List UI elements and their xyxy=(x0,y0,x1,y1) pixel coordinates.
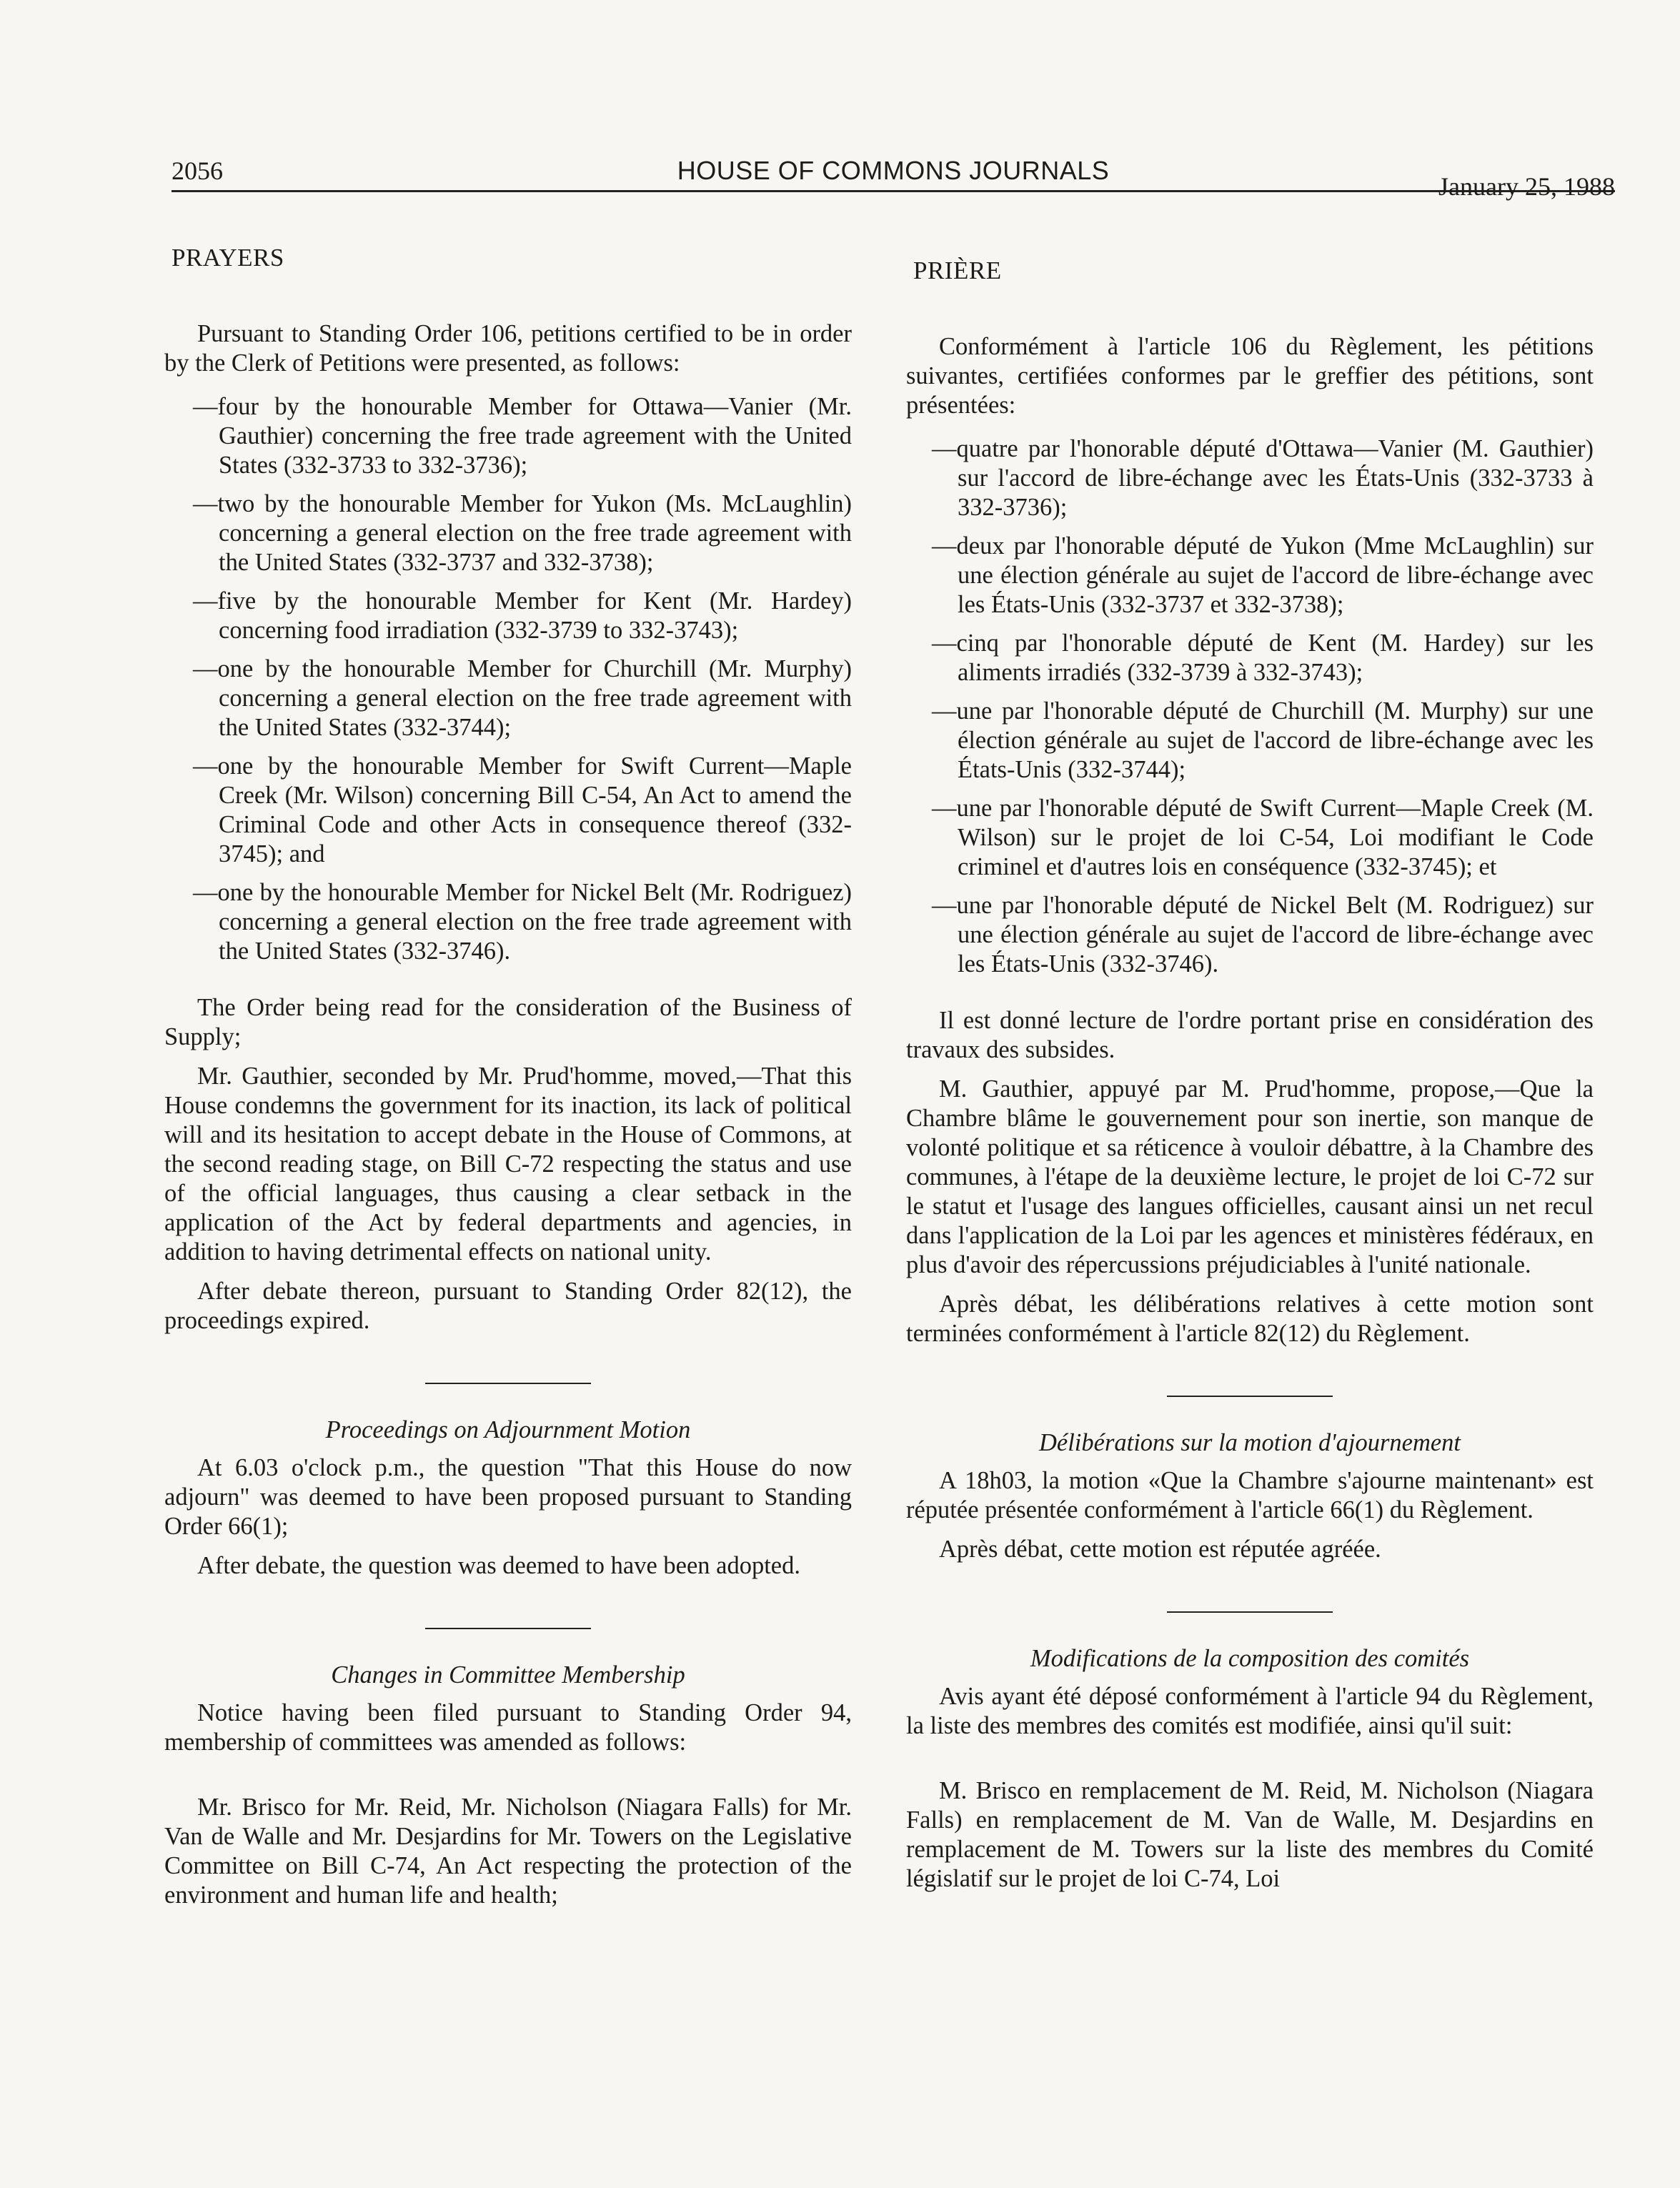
motion-paragraph: M. Gauthier, appuyé par M. Prud'homme, propose,—Que la Chambre blâme le gouvernement pour son inertie, son manque de volonté politique et sa réticence à vouloir débattre, à la Chambre des communes, à l'étape de la deuxième lecture, le projet de loi C-72 sur le statut et l'usage des langues officielles, causant ainsi un net recul dans l'application de la Loi par les agences et ministères fédéraux, en plus d'avoir des répercussions préjudiciables à l'unité nationale. xyxy=(906,1075,1594,1278)
petition-item: —two by the honourable Member for Yukon (Ms. McLaughlin) concerning a general election on the free trade agreement with the United States (332-3737 and 332-3738); xyxy=(193,490,852,576)
journal-date: January 25, 1988 xyxy=(1438,172,1615,201)
petition-list xyxy=(906,434,1594,979)
petition-item: —five by the honourable Member for Kent (Mr. Hardey) concerning food irradiation (332-3739 to 332-3743); xyxy=(193,587,852,644)
section-divider xyxy=(1167,1396,1333,1397)
priere-heading: PRIÈRE xyxy=(913,257,1002,284)
order-read-paragraph: The Order being read for the consideration of the Business of Supply; xyxy=(164,994,852,1050)
section-divider xyxy=(425,1628,591,1629)
petition-item: —one by the honourable Member for Churchill (Mr. Murphy) concerning a general election on the free trade agreement with the United States (332-3744); xyxy=(193,655,852,741)
adjournment-heading: Proceedings on Adjournment Motion xyxy=(325,1416,691,1443)
english-column xyxy=(164,236,852,1920)
petition-list xyxy=(164,392,852,966)
petition-item: —une par l'honorable député de Nickel Belt (M. Rodriguez) sur une élection générale au sujet de l'accord de libre-échange avec les États-Unis (332-3746). xyxy=(932,892,1594,978)
adjournment-result: After debate, the question was deemed to have been adopted. xyxy=(197,1552,800,1579)
adjournment-result: Après débat, cette motion est réputée agréée. xyxy=(939,1536,1381,1563)
petition-item: —deux par l'honorable député de Yukon (Mme McLaughlin) sur une élection générale au sujet de l'accord de libre-échange avec les États-Unis (332-3737 et 332-3738); xyxy=(932,532,1594,618)
adjournment-paragraph: At 6.03 o'clock p.m., the question "That this House do now adjourn" was deemed to have been proposed pursuant to Standing Order 66(1); xyxy=(164,1454,852,1540)
committee-heading: Modifications de la composition des comités xyxy=(1030,1645,1470,1672)
committee-changes: M. Brisco en remplacement de M. Reid, M. Nicholson (Niagara Falls) en remplacement de M. Van de Walle, M. Desjardins en remplacement de M. Towers sur la liste des membres du Comité législatif sur le projet de loi C-74, Loi xyxy=(906,1777,1594,1892)
section-divider xyxy=(1167,1611,1333,1613)
adjournment-paragraph: A 18h03, la motion «Que la Chambre s'ajourne maintenant» est réputée présentée conformément à l'article 66(1) du Règlement. xyxy=(906,1467,1594,1523)
order-read-paragraph: Il est donné lecture de l'ordre portant prise en considération des travaux des subsides. xyxy=(906,1007,1594,1063)
petition-item: —one by the honourable Member for Nickel Belt (Mr. Rodriguez) concerning a general election on the free trade agreement with the United States (332-3746). xyxy=(193,879,852,965)
prayers-heading: PRAYERS xyxy=(172,244,284,272)
petition-item: —one by the honourable Member for Swift Current—Maple Creek (Mr. Wilson) concerning Bill C-54, An Act to amend the Criminal Code and other Acts in consequence thereof (332-3745); and xyxy=(193,752,852,867)
committee-changes: Mr. Brisco for Mr. Reid, Mr. Nicholson (Niagara Falls) for Mr. Van de Walle and Mr. Desjardins for Mr. Towers on the Legislative Committee on Bill C-74, An Act respecting the protection of the environment and human life and health; xyxy=(164,1794,852,1909)
after-debate-paragraph: Après débat, les délibérations relatives à cette motion sont terminées conformément à l'article 82(12) du Règlement. xyxy=(906,1291,1594,1347)
committee-notice: Avis ayant été déposé conformément à l'article 94 du Règlement, la liste des membres des comités est modifiée, ainsi qu'il suit: xyxy=(906,1683,1594,1739)
section-divider xyxy=(425,1383,591,1384)
journal-title: HOUSE OF COMMONS JOURNALS xyxy=(677,156,1110,185)
adjournment-heading: Délibérations sur la motion d'ajournement xyxy=(1038,1429,1461,1456)
page-header xyxy=(172,143,1615,201)
after-debate-paragraph: After debate thereon, pursuant to Standing Order 82(12), the proceedings expired. xyxy=(164,1278,852,1334)
petition-item: —four by the honourable Member for Ottawa—Vanier (Mr. Gauthier) concerning the free trade agreement with the United States (332-3733 to 332-3736); xyxy=(193,393,852,479)
committee-heading: Changes in Committee Membership xyxy=(331,1661,685,1689)
petition-item: —une par l'honorable député de Churchill (M. Murphy) sur une élection générale au sujet de l'accord de libre-échange avec les États-Unis (332-3744); xyxy=(932,697,1594,783)
page-number: 2056 xyxy=(172,156,223,185)
french-column xyxy=(906,236,1594,1904)
motion-paragraph: Mr. Gauthier, seconded by Mr. Prud'homme, moved,—That this House condemns the government for its inaction, its lack of political will and its hesitation to accept debate in the House of Commons, at the second reading stage, on Bill C-72 respecting the status and use of the official languages, thus causing a clear setback in the application of the Act by federal departments and agencies, in addition to having detrimental effects on national unity. xyxy=(164,1063,852,1265)
petitions-intro: Pursuant to Standing Order 106, petitions certified to be in order by the Clerk of Petitions were presented, as follows: xyxy=(164,320,852,377)
petition-item: —quatre par l'honorable député d'Ottawa—Vanier (M. Gauthier) sur l'accord de libre-échange avec les États-Unis (332-3733 à 332-3736); xyxy=(932,435,1594,521)
petition-item: —une par l'honorable député de Swift Current—Maple Creek (M. Wilson) sur le projet de loi C-54, Loi modifiant le Code criminel et d'autres lois en conséquence (332-3745); et xyxy=(932,795,1594,880)
petitions-intro: Conformément à l'article 106 du Règlement, les pétitions suivantes, certifiées conformes par le greffier des pétitions, sont présentées: xyxy=(906,333,1594,419)
committee-notice: Notice having been filed pursuant to Standing Order 94, membership of committees was amended as follows: xyxy=(164,1699,852,1756)
petition-item: —cinq par l'honorable député de Kent (M. Hardey) sur les aliments irradiés (332-3739 à 332-3743); xyxy=(932,630,1594,686)
